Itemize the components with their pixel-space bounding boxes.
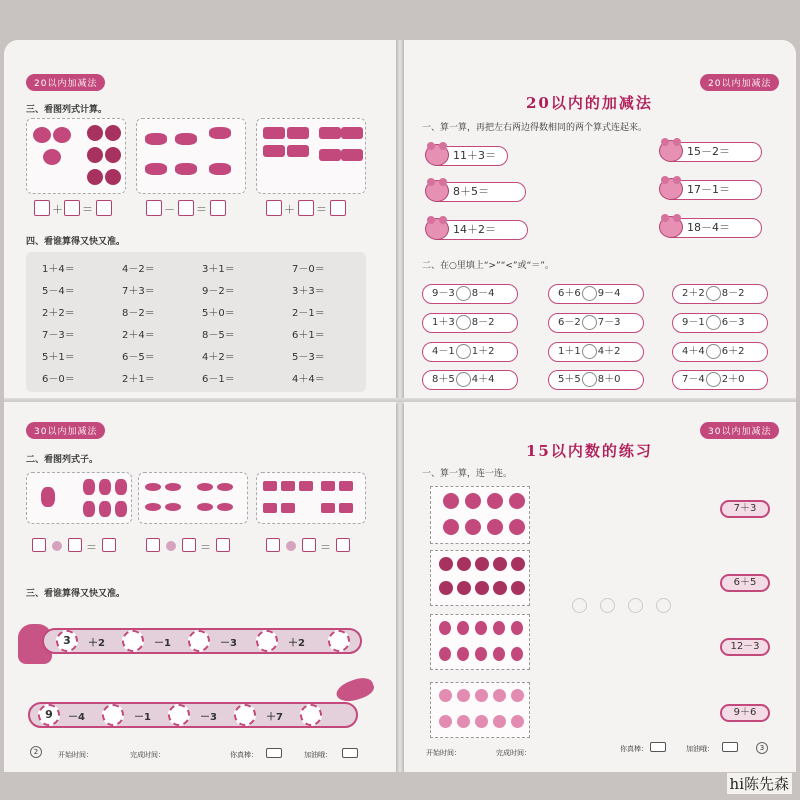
pig-face-icon (425, 180, 449, 202)
answer-expression: 9＋6 (720, 704, 770, 722)
answer-box[interactable] (336, 538, 350, 552)
operator-circle[interactable] (286, 541, 296, 551)
expression: 6－1＝ (202, 374, 235, 385)
page-bottom-right (404, 402, 796, 772)
picture-group-2 (138, 472, 248, 524)
answer-box[interactable] (146, 200, 162, 216)
answer-box[interactable] (266, 538, 280, 552)
operator: ＝ (320, 541, 331, 554)
page-title: 20以内的加减法 (526, 94, 653, 112)
compare-item: 9－3 8－4 (422, 284, 518, 304)
answer-expression: 12－3 (720, 638, 770, 656)
compare-circle[interactable] (456, 286, 471, 301)
answer-box[interactable] (32, 538, 46, 552)
section-heading: 三、看图列式计算。 (26, 105, 108, 115)
page-bottom-left (4, 402, 396, 772)
section-heading: 三、看谁算得又快又准。 (26, 589, 126, 599)
end-time-label: 完成时间： (130, 751, 165, 759)
praise-box[interactable] (266, 748, 282, 758)
pig-face-icon (659, 216, 683, 238)
expression: 2＋4＝ (122, 330, 155, 341)
pig-face-icon (425, 218, 449, 240)
match-pill-right: 18－4＝ (662, 218, 762, 238)
compare-item: 6－2 7－3 (548, 313, 644, 333)
compare-item: 9－1 6－3 (672, 313, 768, 333)
cheer-label: 加油哦： (304, 751, 332, 759)
expression: 1＋4＝ (42, 264, 75, 275)
praise-box[interactable] (650, 742, 666, 752)
page-tag: 20以内加减法 (700, 74, 779, 91)
faint-circle (628, 598, 643, 613)
chain-operation: ＋7 (266, 712, 283, 723)
compare-item: 1＋1 4＋2 (548, 342, 644, 362)
expression: 5＋1＝ (42, 352, 75, 363)
expression-grid (26, 252, 366, 392)
expression: 3＋1＝ (202, 264, 235, 275)
operator: ＝ (316, 203, 327, 216)
compare-circle[interactable] (706, 286, 721, 301)
chain-operation: ＋2 (88, 638, 105, 649)
watermark-text: hi陈先森 (727, 773, 792, 794)
end-time-label: 完成时间： (496, 749, 531, 757)
answer-box[interactable] (210, 200, 226, 216)
compare-circle[interactable] (582, 315, 597, 330)
operator: ＋ (52, 203, 63, 216)
page-tag: 30以内加减法 (700, 422, 779, 439)
chain-answer-node[interactable] (256, 630, 278, 652)
answer-box[interactable] (146, 538, 160, 552)
expression: 4＋4＝ (292, 374, 325, 385)
expression: 7－0＝ (292, 264, 325, 275)
expression: 2－1＝ (292, 308, 325, 319)
page-tag: 30以内加减法 (26, 422, 105, 439)
picture-group-1 (26, 472, 132, 524)
chain-operation: －4 (68, 712, 85, 723)
faint-circle (572, 598, 587, 613)
operator: ＋ (284, 203, 295, 216)
chain-answer-node[interactable] (188, 630, 210, 652)
page-number: 3 (756, 742, 768, 754)
pig-face-icon (659, 178, 683, 200)
chain-operation: －1 (154, 638, 171, 649)
operator: ＝ (196, 203, 207, 216)
match-pill-right: 17－1＝ (662, 180, 762, 200)
section-heading: 二、看图列式子。 (26, 455, 99, 465)
chain-operation: －3 (220, 638, 237, 649)
picture-group-2 (430, 550, 530, 606)
book-spine (396, 40, 404, 772)
faint-circle (600, 598, 615, 613)
chain-operation: ＋2 (288, 638, 305, 649)
expression: 6－5＝ (122, 352, 155, 363)
compare-circle[interactable] (456, 344, 471, 359)
expression: 6＋1＝ (292, 330, 325, 341)
compare-circle[interactable] (456, 372, 471, 387)
section-heading: 四、看谁算得又快又准。 (26, 237, 126, 247)
faint-circle (656, 598, 671, 613)
answer-box[interactable] (34, 200, 50, 216)
expression: 3＋3＝ (292, 286, 325, 297)
answer-box[interactable] (102, 538, 116, 552)
expression: 5－3＝ (292, 352, 325, 363)
expression: 4－2＝ (122, 264, 155, 275)
answer-box[interactable] (216, 538, 230, 552)
chain-operation: －1 (134, 712, 151, 723)
compare-item: 8＋5 4＋4 (422, 370, 518, 390)
compare-circle[interactable] (582, 372, 597, 387)
match-pill-right: 15－2＝ (662, 142, 762, 162)
operator: － (164, 203, 175, 216)
answer-box[interactable] (182, 538, 196, 552)
compare-item: 2＋2 8－2 (672, 284, 768, 304)
expression: 4＋2＝ (202, 352, 235, 363)
picture-group-3 (256, 472, 366, 524)
page-top-right (404, 40, 796, 402)
match-pill-left: 14＋2＝ (428, 220, 528, 240)
answer-box[interactable] (266, 200, 282, 216)
answer-box[interactable] (64, 200, 80, 216)
pig-face-icon (425, 144, 449, 166)
cheer-box[interactable] (722, 742, 738, 752)
operator: ＝ (82, 203, 93, 216)
expression: 5－4＝ (42, 286, 75, 297)
compare-item: 5＋5 8＋0 (548, 370, 644, 390)
section-heading: 二、在○里填上“>”“<”或“＝”。 (422, 261, 554, 271)
picture-group-4 (430, 682, 530, 738)
compare-item: 4－1 1＋2 (422, 342, 518, 362)
compare-circle[interactable] (456, 315, 471, 330)
expression: 6－0＝ (42, 374, 75, 385)
start-time-label: 开始时间： (58, 751, 93, 759)
expression: 9－2＝ (202, 286, 235, 297)
answer-box[interactable] (298, 200, 314, 216)
page-top-left (4, 40, 396, 402)
expression: 8－2＝ (122, 308, 155, 319)
chain-answer-node[interactable] (300, 704, 322, 726)
chain-start-number: 9 (38, 704, 60, 726)
section-heading: 一、算一算，连一连。 (422, 469, 513, 479)
picture-group-1 (26, 118, 126, 194)
expression: 5＋0＝ (202, 308, 235, 319)
start-time-label: 开始时间： (426, 749, 461, 757)
match-pill-left: 11＋3＝ (428, 146, 508, 166)
chain-answer-node[interactable] (102, 704, 124, 726)
operator-circle[interactable] (166, 541, 176, 551)
picture-group-2 (136, 118, 246, 194)
compare-circle[interactable] (582, 286, 597, 301)
answer-box[interactable] (302, 538, 316, 552)
picture-group-3 (256, 118, 366, 194)
answer-box[interactable] (330, 200, 346, 216)
praise-label: 你真棒： (620, 745, 648, 753)
chain-answer-node[interactable] (234, 704, 256, 726)
cheer-label: 加油哦： (686, 745, 714, 753)
compare-circle[interactable] (706, 344, 721, 359)
expression: 7＋3＝ (122, 286, 155, 297)
operator: ＝ (86, 541, 97, 554)
compare-circle[interactable] (582, 344, 597, 359)
answer-expression: 6＋5 (720, 574, 770, 592)
page-tag: 20以内加减法 (26, 74, 105, 91)
answer-expression: 7＋3 (720, 500, 770, 518)
chain-answer-node[interactable] (168, 704, 190, 726)
operator-circle[interactable] (52, 541, 62, 551)
chain-start-number: 3 (56, 630, 78, 652)
section-heading: 一、算一算，再把左右两边得数相同的两个算式连起来。 (422, 123, 648, 133)
expression: 2＋2＝ (42, 308, 75, 319)
chain-answer-node[interactable] (328, 630, 350, 652)
compare-item: 6＋6 9－4 (548, 284, 644, 304)
match-pill-left: 8＋5＝ (428, 182, 526, 202)
expression: 2＋1＝ (122, 374, 155, 385)
compare-circle[interactable] (706, 315, 721, 330)
cheer-box[interactable] (342, 748, 358, 758)
expression: 8－5＝ (202, 330, 235, 341)
picture-group-1 (430, 486, 530, 544)
picture-group-3 (430, 614, 530, 670)
chain-answer-node[interactable] (122, 630, 144, 652)
answer-box[interactable] (68, 538, 82, 552)
pig-face-icon (659, 140, 683, 162)
answer-box[interactable] (96, 200, 112, 216)
compare-item: 1＋3 8－2 (422, 313, 518, 333)
page-number: 2 (30, 746, 42, 758)
compare-item: 7－4 2＋0 (672, 370, 768, 390)
compare-circle[interactable] (706, 372, 721, 387)
page-title: 15以内数的练习 (526, 442, 653, 460)
praise-label: 你真棒： (230, 751, 258, 759)
expression: 7－3＝ (42, 330, 75, 341)
operator: ＝ (200, 541, 211, 554)
chain-operation: －3 (200, 712, 217, 723)
compare-item: 4＋4 6＋2 (672, 342, 768, 362)
answer-box[interactable] (178, 200, 194, 216)
